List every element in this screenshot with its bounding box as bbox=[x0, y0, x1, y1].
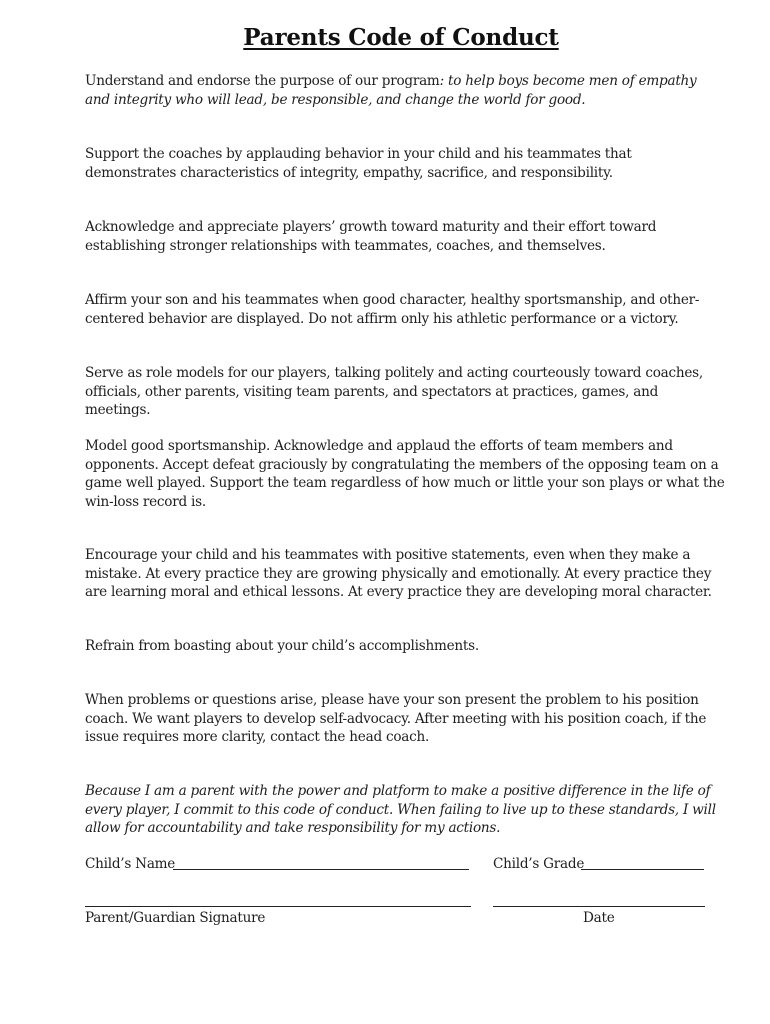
child-grade-field[interactable] bbox=[581, 869, 704, 870]
conduct-item-problems: When problems or questions arise, please have your son present the problem to his position coach. We want players to develop self-advocacy. After meeting with his position coach, if the issue requires more clarity, contact the head coach. bbox=[85, 692, 707, 745]
date-label: Date bbox=[583, 910, 615, 926]
conduct-item-coaches: Support the coaches by applauding behavior in your child and his teammates that demonstrates characteristics of integrity, empathy, sacrifice, and responsibility. bbox=[85, 146, 632, 181]
child-name-label: Child’s Name bbox=[85, 856, 176, 872]
conduct-item-boasting: Refrain from boasting about your child’s accomplishments. bbox=[85, 638, 479, 654]
conduct-item-encourage: Encourage your child and his teammates with positive statements, even when they make a mistake. At every practice they are growing physically and emotionally. At every practice they are learning moral and ethical lessons. At every practice they are developing moral character. bbox=[85, 547, 712, 600]
conduct-item-role-models: Serve as role models for our players, talking politely and acting courteously toward coaches, officials, other parents, visiting team parents, and spectators at practices, games, and meetings. bbox=[85, 365, 703, 418]
date-field[interactable] bbox=[493, 906, 705, 907]
conduct-item-growth: Acknowledge and appreciate players’ growth toward maturity and their effort toward establishing stronger relationships with teammates, coaches, and themselves. bbox=[85, 219, 657, 254]
child-grade-label: Child’s Grade bbox=[493, 856, 585, 872]
intro-paragraph bbox=[85, 72, 725, 109]
signature-field[interactable] bbox=[85, 906, 471, 907]
parent-pledge: Because I am a parent with the power and platform to make a positive difference in the life of every player, I commit to this code of conduct. When failing to live up to these standards, I will allow for accountability and take responsibility for my actions. bbox=[85, 783, 716, 836]
conduct-item-sportsmanship: Model good sportsmanship. Acknowledge and applaud the efforts of team members and opponents. Accept defeat graciously by congratulating the members of the opposing team on a game well played. Support the team regardless of how much or little your son plays or what the win-loss record is. bbox=[85, 438, 725, 510]
child-name-field[interactable] bbox=[173, 869, 469, 870]
intro-text: Understand and endorse the purpose of our program bbox=[85, 73, 440, 89]
conduct-item-affirm: Affirm your son and his teammates when good character, healthy sportsmanship, and other-centered behavior are displayed. Do not affirm only his athletic performance or a victory. bbox=[85, 292, 700, 327]
signature-label: Parent/Guardian Signature bbox=[85, 910, 266, 926]
program-purpose: : to help boys become men of empathy and integrity who will lead, be responsible, and change the world for good. bbox=[85, 73, 697, 108]
page-title: Parents Code of Conduct bbox=[243, 24, 559, 51]
